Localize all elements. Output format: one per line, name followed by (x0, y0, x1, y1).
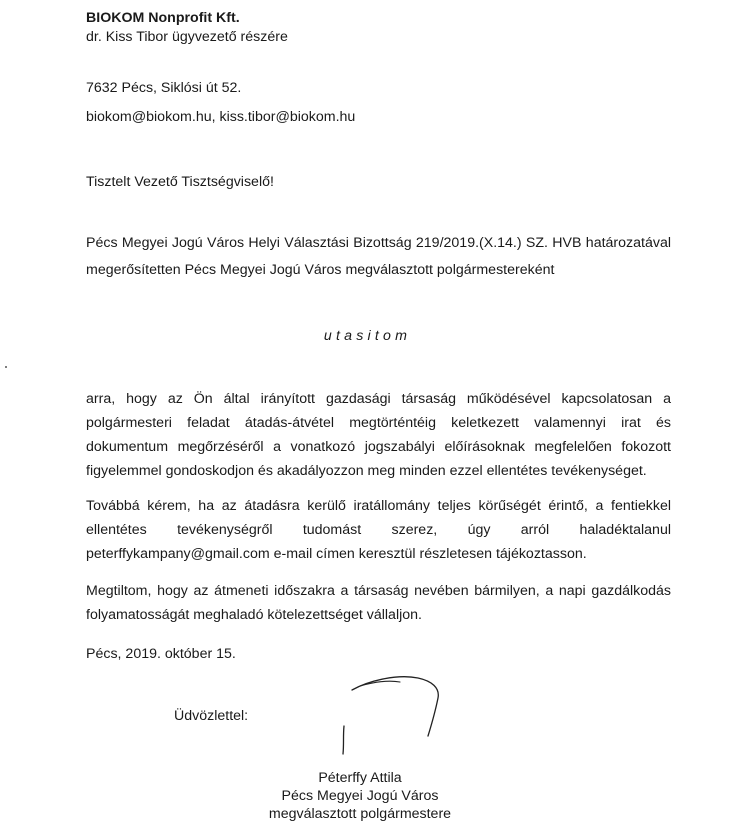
paragraph-2-line-2: ellentétes tevékenységről tudomást szerez, úgy arról haladéktalanul (86, 522, 671, 538)
email-line: biokom@biokom.hu, kiss.tibor@biokom.hu (86, 109, 356, 125)
paragraph-3-line-2: folyamatosságát meghaladó kötelezettséget vállaljon. (86, 607, 422, 623)
paragraph-1-line-4: figyelemmel gondoskodjon és akadályozzon meg minden ezzel ellentétes tevékenységet. (86, 463, 647, 479)
intro-line-1: Pécs Megyei Jogú Város Helyi Választási Bizottság 219/2019.(X.14.) SZ. HVB határozatával (86, 235, 671, 251)
company-name: BIOKOM Nonprofit Kft. (86, 10, 240, 26)
instruction-word: utasitom (323, 328, 412, 344)
closing: Üdvözlettel: (174, 708, 249, 724)
signatory-name: Péterffy Attila (318, 770, 402, 786)
recipient-line: dr. Kiss Tibor ügyvezető részére (86, 29, 288, 45)
salutation: Tisztelt Vezető Tisztségviselő! (86, 174, 274, 190)
paragraph-3-line-1: Megtiltom, hogy az átmeneti időszakra a társaság nevében bármilyen, a napi gazdálkodás (86, 583, 671, 599)
intro-line-2: megerősítetten Pécs Megyei Jogú Város megválasztott polgármestereként (86, 262, 555, 278)
signatory-title-1: Pécs Megyei Jogú Város (281, 788, 439, 804)
paragraph-1-line-2: polgármesteri feladat átadás-átvétel megtörténtéig keletkezett valamennyi irat és (86, 415, 671, 431)
paragraph-1-line-3: dokumentum megőrzéséről a vonatkozó jogszabályi előírásoknak megfelelően fokozott (86, 439, 671, 455)
signatory-title-2: megválasztott polgármestere (268, 806, 452, 822)
paragraph-2-line-3: peterffykampany@gmail.com e-mail címen keresztül részletesen tájékoztasson. (86, 546, 587, 562)
place-date: Pécs, 2019. október 15. (86, 646, 236, 662)
paragraph-1-line-1: arra, hogy az Ön által irányított gazdasági társaság működésével kapcsolatosan a (86, 391, 671, 407)
scan-speck (5, 366, 7, 368)
handwritten-signature (300, 668, 450, 758)
address-line: 7632 Pécs, Siklósi út 52. (86, 80, 242, 96)
paragraph-2-line-1: Továbbá kérem, ha az átadásra kerülő iratállomány teljes körűségét érintő, a fentiekkel (86, 498, 671, 514)
